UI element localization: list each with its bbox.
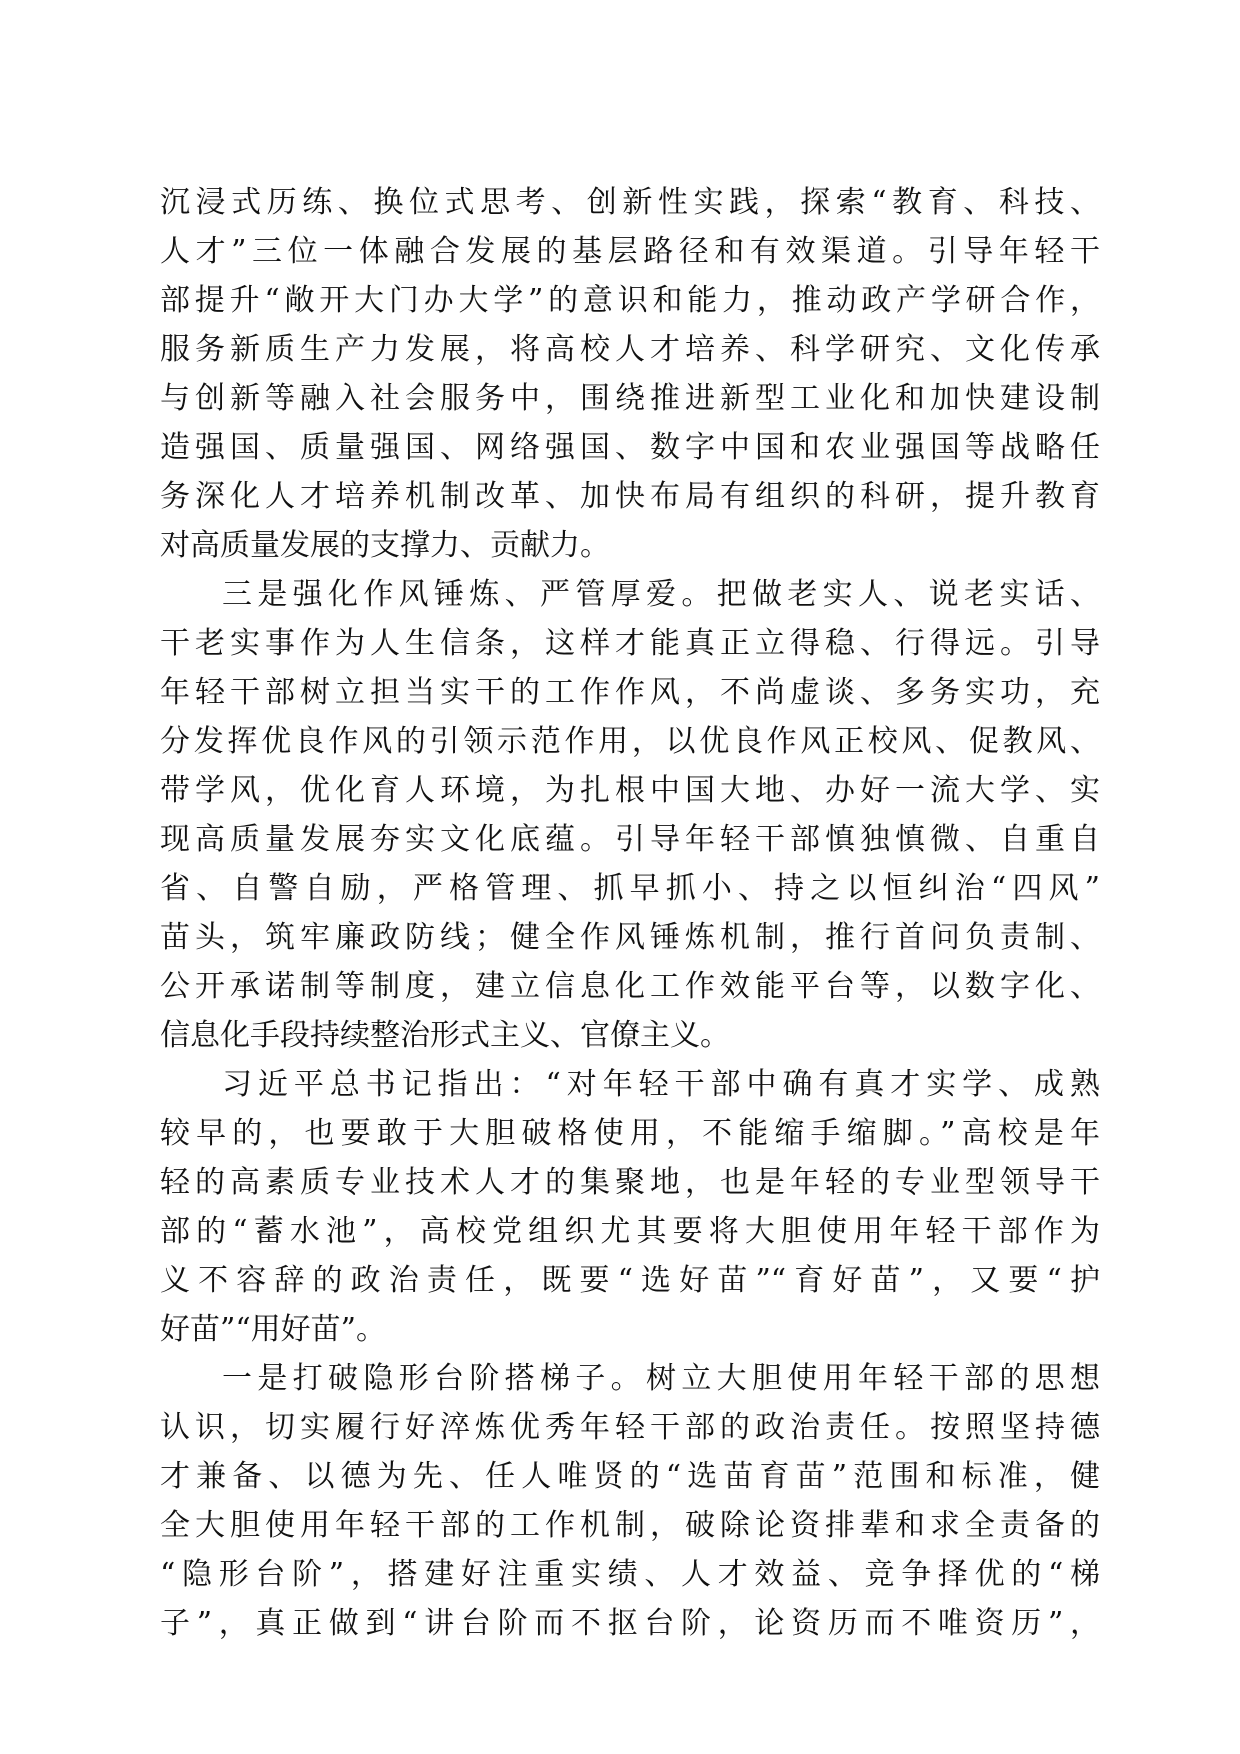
- text-line: 好苗”“用好苗”。: [160, 1312, 387, 1347]
- text-line: 三是强化作风锤炼、严管厚爱。把做老实人、说老实话、: [222, 577, 1100, 612]
- text-line: 省、自警自励，严格管理、抓早抓小、持之以恒纠治“四风”: [160, 871, 1100, 906]
- text-line: 义不容辞的政治责任，既要“选好苗”“育好苗”，又要“护: [160, 1263, 1100, 1298]
- body-text: [160, 178, 1100, 1648]
- text-line: 子”，真正做到“讲台阶而不抠台阶，论资历而不唯资历”，: [160, 1606, 1100, 1641]
- text-line: 带学风，优化育人环境，为扎根中国大地、办好一流大学、实: [160, 773, 1100, 808]
- text-line: 造强国、质量强国、网络强国、数字中国和农业强国等战略任: [160, 430, 1100, 465]
- text-line: 信息化手段持续整治形式主义、官僚主义。: [160, 1018, 730, 1053]
- text-line: 较早的，也要敢于大胆破格使用，不能缩手缩脚。”高校是年: [160, 1116, 1100, 1151]
- text-line: 公开承诺制等制度，建立信息化工作效能平台等，以数字化、: [160, 969, 1100, 1004]
- text-line: 苗头，筑牢廉政防线；健全作风锤炼机制，推行首问负责制、: [160, 920, 1100, 955]
- text-line: 务深化人才培养机制改革、加快布局有组织的科研，提升教育: [160, 479, 1100, 514]
- text-line: 服务新质生产力发展，将高校人才培养、科学研究、文化传承: [160, 332, 1100, 367]
- text-line: 现高质量发展夯实文化底蕴。引导年轻干部慎独慎微、自重自: [160, 822, 1100, 857]
- text-line: 轻的高素质专业技术人才的集聚地，也是年轻的专业型领导干: [160, 1165, 1100, 1200]
- text-line: 一是打破隐形台阶搭梯子。树立大胆使用年轻干部的思想: [222, 1361, 1100, 1396]
- text-line: 年轻干部树立担当实干的工作作风，不尚虚谈、多务实功，充: [160, 675, 1100, 710]
- text-line: 对高质量发展的支撑力、贡献力。: [160, 528, 610, 563]
- text-line: 与创新等融入社会服务中，围绕推进新型工业化和加快建设制: [160, 381, 1100, 416]
- text-line: 沉浸式历练、换位式思考、创新性实践，探索“教育、科技、: [160, 185, 1100, 220]
- text-line: 干老实事作为人生信条，这样才能真正立得稳、行得远。引导: [160, 626, 1100, 661]
- text-line: 人才”三位一体融合发展的基层路径和有效渠道。引导年轻干: [160, 234, 1100, 269]
- text-line: 习近平总书记指出：“对年轻干部中确有真才实学、成熟: [222, 1067, 1100, 1102]
- text-line: 才兼备、以德为先、任人唯贤的“选苗育苗”范围和标准，健: [160, 1459, 1100, 1494]
- text-line: 部提升“敞开大门办大学”的意识和能力，推动政产学研合作，: [160, 283, 1100, 318]
- text-line: 认识，切实履行好淬炼优秀年轻干部的政治责任。按照坚持德: [160, 1410, 1100, 1445]
- text-line: “隐形台阶”，搭建好注重实绩、人才效益、竞争择优的“梯: [160, 1557, 1100, 1592]
- text-line: 分发挥优良作风的引领示范作用，以优良作风正校风、促教风、: [160, 724, 1100, 759]
- text-line: 部的“蓄水池”，高校党组织尤其要将大胆使用年轻干部作为: [160, 1214, 1100, 1249]
- text-line: 全大胆使用年轻干部的工作机制，破除论资排辈和求全责备的: [160, 1508, 1100, 1543]
